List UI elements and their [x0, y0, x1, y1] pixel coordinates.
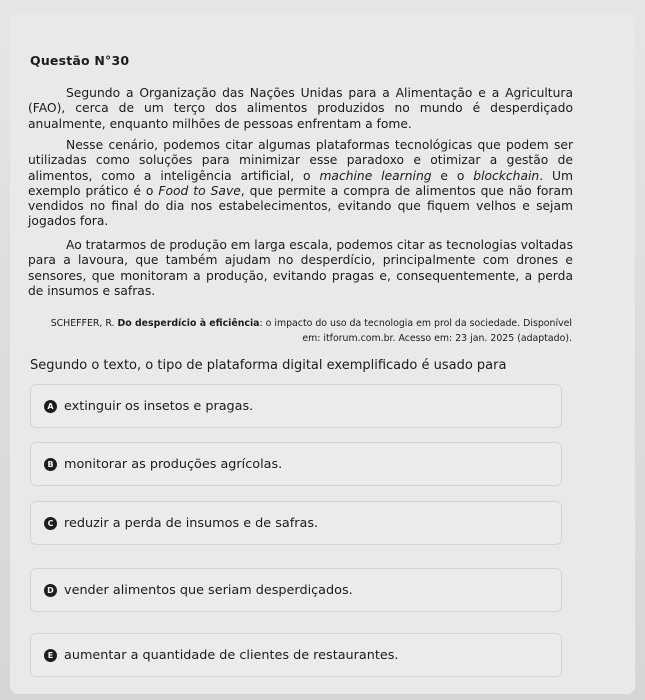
term-blockchain: blockchain [473, 168, 540, 183]
option-a-letter: A [44, 400, 57, 413]
paragraph-2-part-2: e o [431, 168, 474, 183]
question-title: Questão N°30 [30, 53, 130, 68]
option-b-text: monitorar as produções agrícolas. [64, 456, 283, 472]
option-b[interactable] [30, 442, 562, 486]
option-e-text: aumentar a quantidade de clientes de restaurantes. [64, 647, 399, 663]
option-c-text: reduzir a perda de insumos e de safras. [64, 515, 319, 531]
option-d-text: vender alimentos que seriam desperdiçados. [64, 582, 353, 598]
option-e[interactable] [30, 633, 562, 677]
paragraph-1 [28, 86, 573, 132]
option-e-letter: E [44, 649, 57, 662]
paragraph-3 [28, 238, 573, 299]
paragraph-3-text: Ao tratarmos de produção em larga escala, podemos citar as tecnologias voltadas para a lavoura, que também ajudam no desperdício, principalmente com drones e sensores, que monitoram a produção, evitando pragas e, consequentemente, a perda de insumos e safras. [28, 238, 573, 298]
option-c-letter: C [44, 517, 57, 530]
option-c[interactable] [30, 501, 562, 545]
paragraph-2-part-1: Nesse cenário, podemos citar algumas plataformas tecnológicas que podem ser utilizadas como soluções para minimizar esse paradoxo e otimizar a gestão de alimentos, como a inteligência artificial, o [28, 138, 573, 183]
option-b-letter: B [44, 458, 57, 471]
term-food-to-save: Food to Save [158, 183, 241, 198]
term-machine-learning: machine learning [319, 168, 432, 183]
option-d-letter: D [44, 584, 57, 597]
citation-source: : o impacto do uso da tecnologia em prol da sociedade. Disponível em: itforum.com.br. Acesso em: 23 jan. 2025 (adaptado). [259, 318, 572, 344]
paragraph-2-part-4: , que permite a compra de alimentos que não foram vendidos no final do dia nos estabelecimentos, evitando que fiquem velhos e sejam jogados fora. [28, 183, 573, 229]
option-a-text: extinguir os insetos e pragas. [64, 398, 254, 414]
paragraph-2-part-3: . Um exemplo prático é o [28, 168, 574, 198]
citation [40, 316, 572, 346]
paragraph-2 [28, 138, 573, 230]
option-a[interactable] [30, 384, 562, 428]
citation-author: SCHEFFER, R. [50, 318, 118, 329]
paragraph-1-text: Segundo a Organização das Nações Unidas para a Alimentação e a Agricultura (FAO), cerca de um terço dos alimentos produzidos no mundo é desperdiçado anualmente, enquanto milhões de pessoas enfrentam a fome. [28, 86, 573, 131]
question-prompt: Segundo o texto, o tipo de plataforma digital exemplificado é usado para [30, 358, 507, 373]
citation-title: Do desperdício à eficiência [117, 318, 260, 329]
option-d[interactable] [30, 568, 562, 612]
paragraph-2-text [28, 138, 573, 230]
